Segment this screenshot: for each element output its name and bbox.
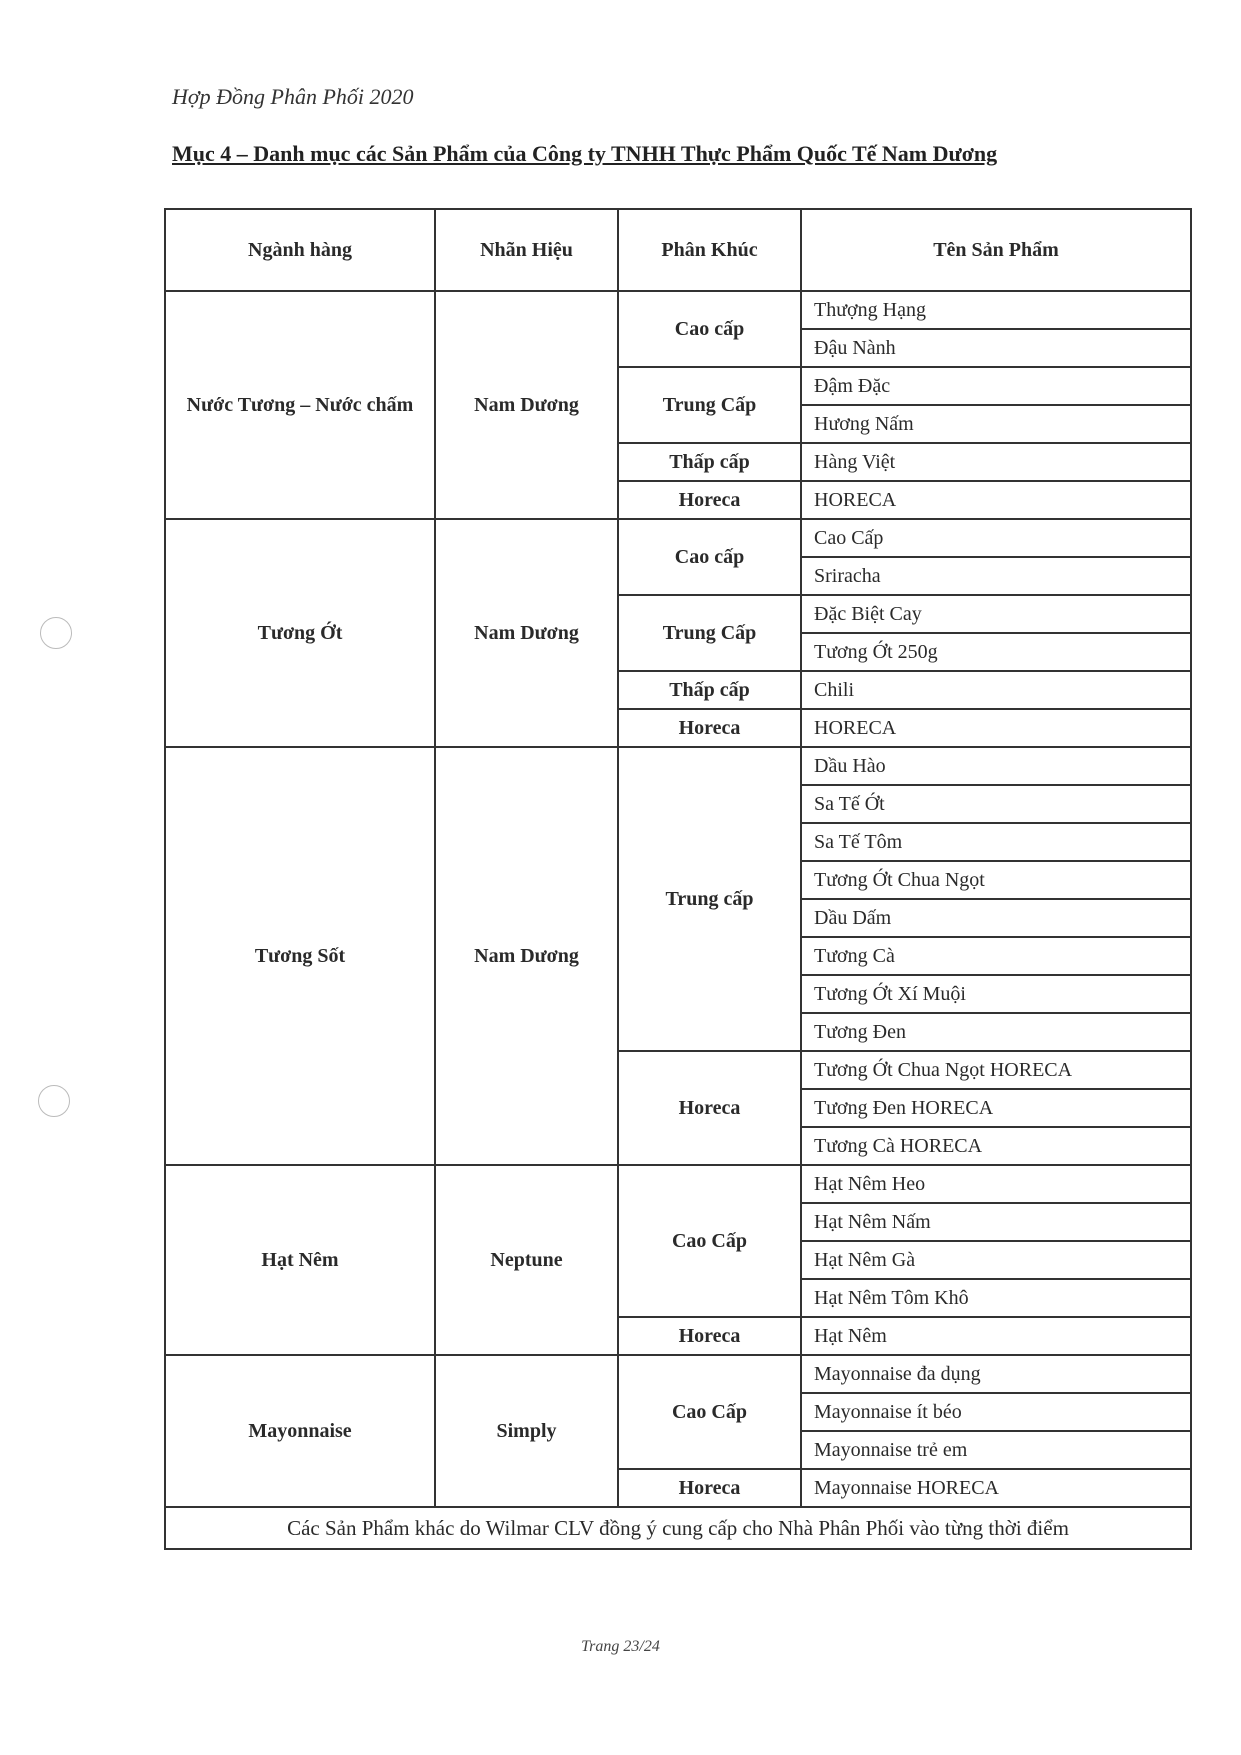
table-footer-row (165, 1507, 1191, 1549)
segment-cell: Horeca (618, 1469, 801, 1507)
product-table (164, 208, 1192, 1550)
punch-hole-mark (38, 1085, 70, 1117)
page-number: Trang 23/24 (581, 1638, 660, 1655)
product-name-cell: Hạt Nêm (801, 1317, 1191, 1355)
product-name-cell: Tương Ớt Xí Muội (801, 975, 1191, 1013)
product-name-cell: Đặc Biệt Cay (801, 595, 1191, 633)
segment-cell: Thấp cấp (618, 443, 801, 481)
table-row (165, 1355, 1191, 1393)
product-table-container (164, 208, 1190, 1550)
product-name-cell: Dầu Dấm (801, 899, 1191, 937)
segment-cell: Horeca (618, 1051, 801, 1165)
product-name-cell: Đậu Nành (801, 329, 1191, 367)
punch-hole-mark (40, 617, 72, 649)
product-name-cell: Sriracha (801, 557, 1191, 595)
product-name-cell: Hạt Nêm Tôm Khô (801, 1279, 1191, 1317)
brand-cell: Nam Dương (435, 291, 618, 519)
product-name-cell: HORECA (801, 709, 1191, 747)
category-cell: Nước Tương – Nước chấm (165, 291, 435, 519)
product-name-cell: Cao Cấp (801, 519, 1191, 557)
table-body (165, 291, 1191, 1507)
product-name-cell: Tương Ớt 250g (801, 633, 1191, 671)
table-row (165, 1165, 1191, 1203)
segment-cell: Horeca (618, 709, 801, 747)
table-header-row (165, 209, 1191, 291)
product-name-cell: Mayonnaise ít béo (801, 1393, 1191, 1431)
product-name-cell: Tương Đen HORECA (801, 1089, 1191, 1127)
segment-cell: Horeca (618, 1317, 801, 1355)
category-cell: Mayonnaise (165, 1355, 435, 1507)
column-header: Ngành hàng (165, 209, 435, 291)
column-header: Phân Khúc (618, 209, 801, 291)
brand-cell: Neptune (435, 1165, 618, 1355)
product-name-cell: Mayonnaise trẻ em (801, 1431, 1191, 1469)
product-name-cell: Sa Tế Ớt (801, 785, 1191, 823)
product-name-cell: Tương Ớt Chua Ngọt (801, 861, 1191, 899)
category-cell: Tương Sốt (165, 747, 435, 1165)
product-name-cell: Hạt Nêm Heo (801, 1165, 1191, 1203)
segment-cell: Thấp cấp (618, 671, 801, 709)
brand-cell: Nam Dương (435, 519, 618, 747)
product-name-cell: Tương Ớt Chua Ngọt HORECA (801, 1051, 1191, 1089)
category-cell: Hạt Nêm (165, 1165, 435, 1355)
product-name-cell: Hương Nấm (801, 405, 1191, 443)
section-title: Mục 4 – Danh mục các Sản Phẩm của Công ty TNHH Thực Phẩm Quốc Tế Nam Dương (172, 141, 998, 166)
segment-cell: Cao cấp (618, 291, 801, 367)
product-name-cell: Mayonnaise HORECA (801, 1469, 1191, 1507)
product-name-cell: Hạt Nêm Gà (801, 1241, 1191, 1279)
product-name-cell: Tương Đen (801, 1013, 1191, 1051)
brand-cell: Nam Dương (435, 747, 618, 1165)
table-row (165, 519, 1191, 557)
product-name-cell: Hạt Nêm Nấm (801, 1203, 1191, 1241)
product-name-cell: Mayonnaise đa dụng (801, 1355, 1191, 1393)
table-row (165, 291, 1191, 329)
product-name-cell: Thượng Hạng (801, 291, 1191, 329)
segment-cell: Trung Cấp (618, 595, 801, 671)
document-header: Hợp Đồng Phân Phối 2020 (172, 84, 414, 109)
product-name-cell: HORECA (801, 481, 1191, 519)
column-header: Tên Sản Phẩm (801, 209, 1191, 291)
product-name-cell: Tương Cà HORECA (801, 1127, 1191, 1165)
product-name-cell: Sa Tế Tôm (801, 823, 1191, 861)
category-cell: Tương Ớt (165, 519, 435, 747)
product-name-cell: Tương Cà (801, 937, 1191, 975)
product-name-cell: Chili (801, 671, 1191, 709)
segment-cell: Horeca (618, 481, 801, 519)
segment-cell: Cao Cấp (618, 1355, 801, 1469)
brand-cell: Simply (435, 1355, 618, 1507)
segment-cell: Cao cấp (618, 519, 801, 595)
product-name-cell: Hàng Việt (801, 443, 1191, 481)
product-name-cell: Đậm Đặc (801, 367, 1191, 405)
column-header: Nhãn Hiệu (435, 209, 618, 291)
segment-cell: Trung cấp (618, 747, 801, 1051)
segment-cell: Cao Cấp (618, 1165, 801, 1317)
footer-note: Các Sản Phẩm khác do Wilmar CLV đồng ý cung cấp cho Nhà Phân Phối vào từng thời điểm (165, 1507, 1191, 1549)
product-name-cell: Dầu Hào (801, 747, 1191, 785)
segment-cell: Trung Cấp (618, 367, 801, 443)
table-row (165, 747, 1191, 785)
